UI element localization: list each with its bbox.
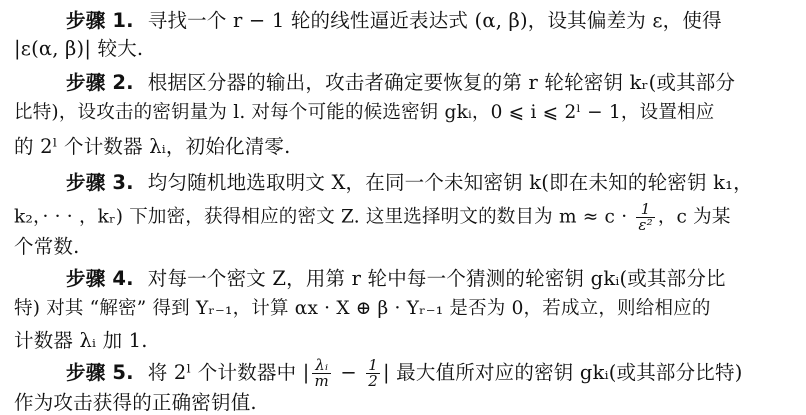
- step-4-text-2: 特) 对其 “解密” 得到 Yᵣ₋₁，计算 αx · X ⊕ β · Yᵣ₋₁ 是否为 0，若成立，则给相应的: [14, 298, 711, 319]
- fraction-one-over-epsilon-squared: [636, 202, 654, 233]
- step-2-line-2: [14, 102, 798, 124]
- fraction-a-denominator: m: [314, 372, 329, 390]
- step-2-line-1: [66, 72, 798, 94]
- step-2-text-1: 根据区分器的输出，攻击者确定要恢复的第 r 轮轮密钥 kᵣ(或其部分: [147, 71, 736, 94]
- step-5-line-2: [14, 392, 798, 414]
- step-3-text-1: 均匀随机地选取明文 X，在同一个未知密钥 k(即在未知的轮密钥 k₁，: [147, 171, 753, 194]
- step-3-text-3: 个常数.: [14, 235, 80, 258]
- step-4-line-2: [14, 298, 798, 320]
- step-4-label: 步骤 4.: [66, 267, 134, 290]
- fraction-a-numerator: λᵢ: [312, 358, 330, 374]
- step-5-label: 步骤 5.: [66, 361, 134, 384]
- step-3-line-3: [14, 236, 798, 258]
- step-4-text-1: 对每一个密文 Z，用第 r 轮中每一个猜测的轮密钥 gkᵢ(或其部分比: [147, 267, 726, 290]
- step-3-text-2: k₂，· · · ，kᵣ) 下加密，获得相应的密文 Z. 这里选择明文的数目为 m ≈ c ·: [14, 206, 634, 228]
- fraction-b-denominator: 2: [368, 372, 379, 390]
- step-2-text-2: 比特)，设攻击的密钥量为 l. 对每个可能的候选密钥 gkᵢ，0 ⩽ i ⩽ 2ˡ − 1，设置相应: [14, 102, 715, 123]
- step-5-text-2: 作为攻击获得的正确密钥值.: [14, 391, 257, 414]
- step-3-text-2-tail: ，c 为某: [657, 206, 731, 228]
- step-4-line-3: [14, 330, 798, 352]
- step-1-label: 步骤 1.: [66, 9, 134, 32]
- fraction-numerator: 1: [636, 202, 654, 218]
- step-3-label: 步骤 3.: [66, 171, 134, 194]
- step-1-text-2: |ε(α, β)| 较大.: [14, 37, 144, 60]
- fraction-lambda-over-m: [312, 358, 330, 389]
- step-5-line-1: [66, 358, 798, 389]
- fraction-one-half: [366, 358, 380, 389]
- step-2-text-3: 的 2ˡ 个计数器 λᵢ，初始化清零.: [14, 135, 291, 158]
- step-5-text-1-tail: | 最大值所对应的密钥 gkᵢ(或其部分比特): [383, 361, 743, 384]
- step-1-line-2: [14, 38, 798, 60]
- fraction-b-numerator: 1: [368, 356, 379, 374]
- step-2-line-3: [14, 136, 798, 158]
- fraction-denominator: ε²: [638, 216, 653, 234]
- step-1-line-1: [66, 10, 798, 32]
- minus-sign: −: [333, 361, 364, 384]
- step-3-line-2: [14, 202, 798, 233]
- step-1-text-1: 寻找一个 r − 1 轮的线性逼近表达式 (α, β)，设其偏差为 ε，使得: [147, 9, 722, 32]
- step-4-text-3: 计数器 λᵢ 加 1.: [14, 329, 148, 352]
- step-4-line-1: [66, 268, 798, 290]
- step-2-label: 步骤 2.: [66, 71, 134, 94]
- step-3-line-1: [66, 172, 798, 194]
- step-5-text-1: 将 2ˡ 个计数器中 |: [147, 361, 310, 384]
